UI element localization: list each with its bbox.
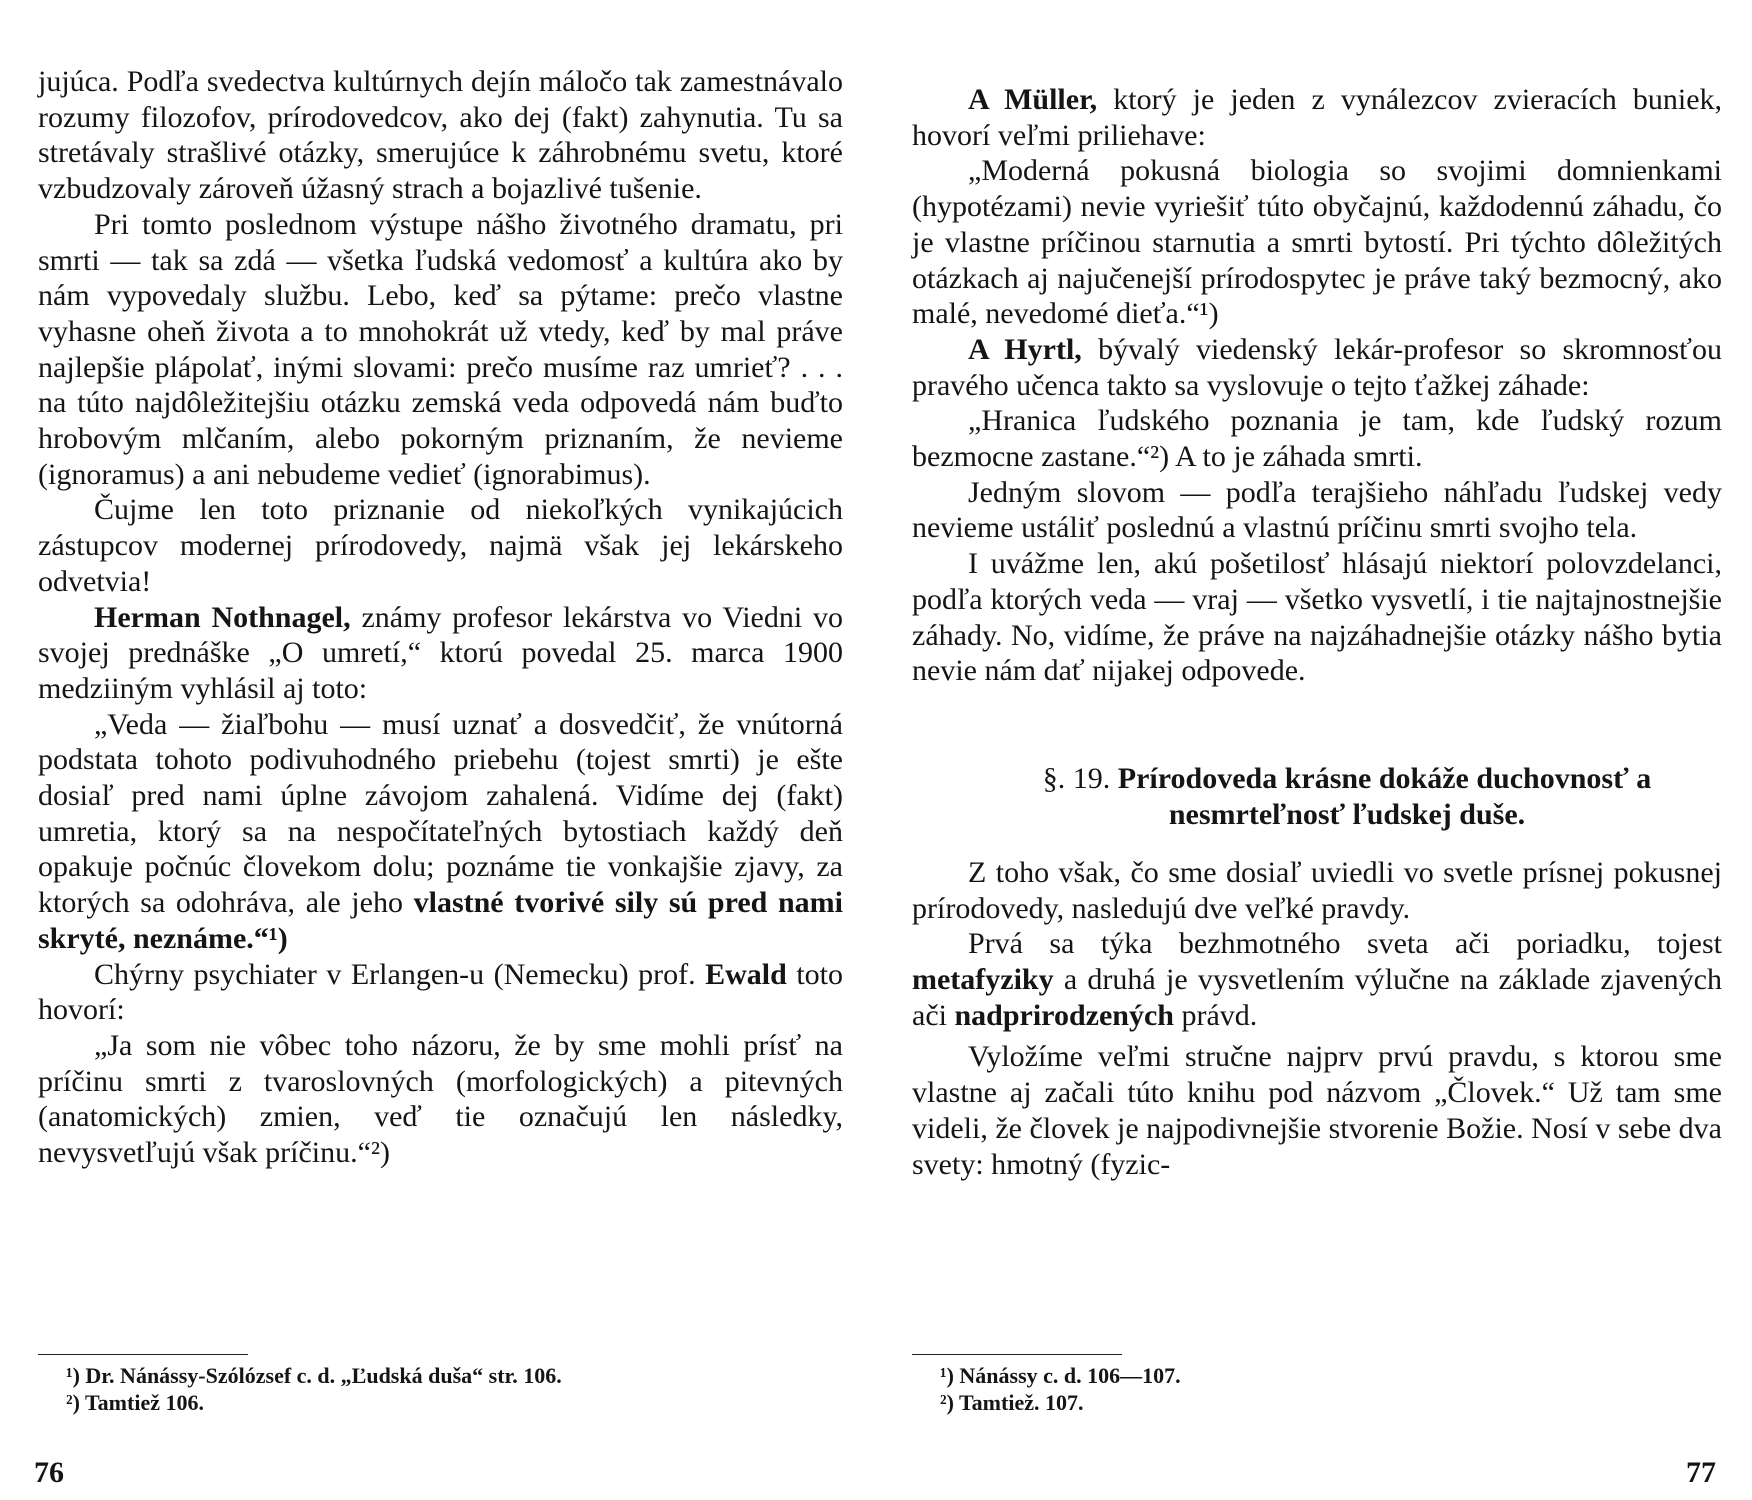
- left-page-text: [38, 64, 843, 1171]
- bold-name: A Hyrtl,: [968, 332, 1082, 366]
- bold-name: A Müller,: [968, 83, 1098, 116]
- paragraph: Vyložíme veľmi stručne najprv prvú pravdu, s ktorou sme vlastne aj začali túto knihu pod názvom „Človek.“ Už tam sme videli, že človek je najpodivnejšie stvorenie Božie. Nosí v sebe dva svety: hmotný (fyzic-: [912, 1040, 1722, 1181]
- paragraph: I uvážme len, akú pošetilosť hlásajú niektorí polovzdelanci, podľa ktorých veda — vraj — všetko vysvetlí, i tie najtajnostnejšie záhady. No, vidíme, že práve na najzáhadnejšie otázky nášho bytia nevie nám dať nijakej odpovede.: [912, 547, 1722, 688]
- paragraph: [38, 600, 843, 707]
- paragraph: „Moderná pokusná biologia so svojimi domnienkami (hypotézami) nevie vyriešiť túto obyčajnú, každodennú záhadu, čo je vlastne príčinou starnutia a smrti bytostí. Pri týchto dôležitých otázkach aj najučenejší prírodospytec je práve taký bezmocný, ako malé, nevedomé dieťa.“¹): [912, 154, 1722, 331]
- paragraph: [912, 926, 1722, 1033]
- footnote: ¹) Nánássy c. d. 106—107.: [940, 1363, 1181, 1388]
- paragraph-text: bývalý viedenský lekár-profesor so skromnosťou pravého učenca takto sa vyslovuje o tejto ťažkej záhade:: [912, 332, 1722, 402]
- paragraph: Z toho však, čo sme dosiaľ uviedli vo svetle prísnej pokusnej prírodovedy, nasledujú dve veľké pravdy.: [912, 855, 1722, 925]
- paragraph: „Hranica ľudského poznania je tam, kde ľudský rozum bezmocne zastane.“²) A to je záhada smrti.: [912, 404, 1722, 474]
- left-page: [34, 64, 844, 1489]
- paragraph-text: Chýrny psychiater v Erlangen-u (Nemecku) prof.: [94, 957, 696, 991]
- bold-name: Ewald: [705, 957, 787, 991]
- bold-phrase: vlastné tvorivé sily sú pred nami skryté, neznáme.“¹): [38, 886, 843, 955]
- paragraph: Pri tomto poslednom výstupe nášho životného dramatu, pri smrti — tak sa zdá — všetka ľudská vedomosť a kultúra ako by nám vypovedaly službu. Lebo, keď sa pýtame: prečo vlastne vyhasne oheň života a to mnohokrát už vtedy, keď by mal práve najlepšie plápolať, inými slovami: prečo musíme raz umrieť? . . . na túto najdôležitejšiu otázku zemská veda odpovedá nám buďto hrobovým mlčaním, alebo pokorným priznaním, že nevieme (ignoramus) a ani nebudeme vedieť (ignorabimus).: [38, 207, 843, 491]
- paragraph: „Ja som nie vôbec toho názoru, že by sme mohli prísť na príčinu smrti z tvaroslovných (morfologických) a pitevných (anatomických) zmien, veď tie označujú len následky, nevysvetľujú však príčinu.“²): [38, 1028, 843, 1170]
- paragraph: jujúca. Podľa svedectva kultúrnych dejín máločo tak zamestnávalo rozumy filozofov, prírodovedcov, ako dej (fakt) zahynutia. Tu sa stretávaly strašlivé otázky, smerujúce k záhrobnému svetu, ktoré vzbudzovaly zároveň úžasný strach a bojazlivé tušenie.: [38, 65, 843, 206]
- paragraph: Jedným slovom — podľa terajšieho náhľadu ľudskej vedy nevieme ustáliť poslednú a vlastnú príčinu smrti svojho tela.: [912, 475, 1722, 545]
- paragraph-text: „Veda — žiaľbohu — musí uznať a dosvedčiť, že vnútorná podstata tohoto podivuhodného priebehu (tojest smrti) je ešte dosiaľ pred nami úplne závojom zahalená. Vidíme dej (fakt) umretia, ktorý sa na nespočítateľných bytostiach každý deň opakuje počnúc človekom dolu; poznáme tie vonkajšie zjavy, za ktorých sa odohráva, ale jeho: [38, 707, 843, 920]
- paragraph: [912, 82, 1722, 153]
- page-number: 76: [34, 1456, 64, 1489]
- paragraph: [38, 707, 843, 957]
- footnotes: [66, 1362, 562, 1416]
- paragraph-text: známy profesor lekárstva vo Viedni vo svojej prednáške „O umretí,“ ktorú povedal 25. marca 1900 medziiným vyhlásil aj toto:: [38, 600, 843, 705]
- page-number: 77: [1686, 1456, 1716, 1489]
- paragraph-text: právd.: [1181, 998, 1258, 1032]
- footnote: ²) Tamtiež 106.: [66, 1390, 204, 1415]
- bold-word: nadprirodzených: [954, 998, 1174, 1032]
- paragraph: [38, 957, 843, 1028]
- section-heading: [912, 761, 1722, 833]
- bold-word: metafyziky: [912, 963, 1054, 997]
- paragraph-text: toto hovorí:: [38, 957, 844, 1027]
- paragraph-text: ktorý je jeden z vynálezcov zvieracích buniek, hovorí veľmi priliehave:: [912, 83, 1723, 152]
- paragraph-text: a druhá je vysvetlením výlučne na základe zjavených ači: [912, 963, 1722, 1032]
- paragraph-text: Prvá sa týka bezhmotného sveta ači poriadku, tojest: [968, 927, 1722, 961]
- paragraph: Čujme len toto priznanie od niekoľkých vynikajúcich zástupcov modernej prírodovedy, najmä však jej lekárskeho odvetvia!: [38, 493, 843, 598]
- footnote-rule: [912, 1354, 1122, 1355]
- right-page: [912, 64, 1723, 1489]
- right-page-text: [912, 82, 1722, 1182]
- section-number: §. 19.: [1042, 761, 1111, 795]
- footnote-rule: [38, 1354, 248, 1355]
- footnote: ¹) Dr. Nánássy-Szólózsef c. d. „Ľudská duša“ str. 106.: [66, 1363, 562, 1388]
- bold-name: Herman Nothnagel,: [94, 600, 351, 634]
- paragraph: [912, 332, 1722, 403]
- footnote: ²) Tamtiež. 107.: [940, 1390, 1084, 1415]
- section-title: Prírodoveda krásne dokáže duchovnosť a nesmrteľnosť ľudskej duše.: [1117, 761, 1652, 831]
- footnotes: [940, 1362, 1181, 1416]
